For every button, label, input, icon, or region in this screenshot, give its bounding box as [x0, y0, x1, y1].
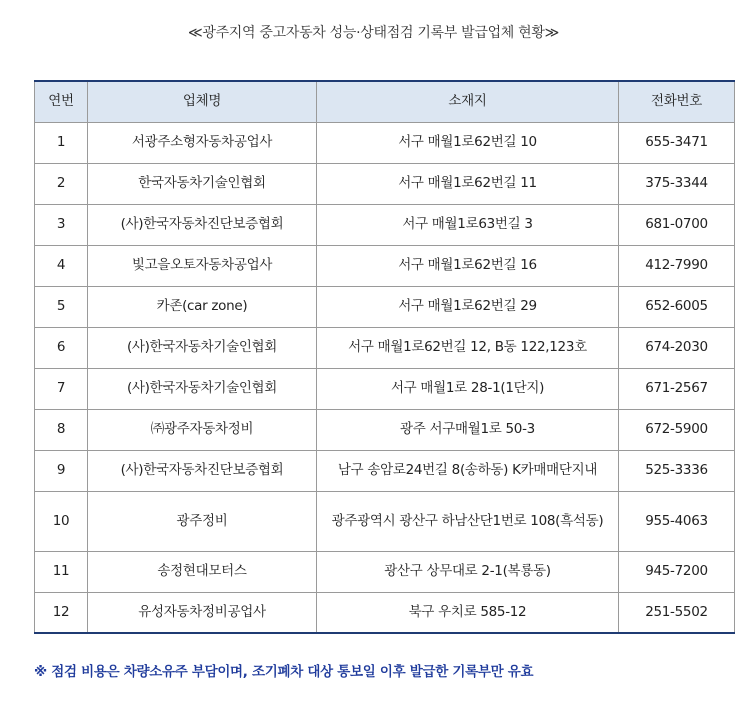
cell-no: 4	[35, 245, 88, 286]
page-title: ≪광주지역 중고자동차 성능·상태점검 기록부 발급업체 현황≫	[188, 25, 559, 41]
inspection-company-table	[34, 80, 735, 634]
table-row	[35, 409, 735, 450]
cell-no: 11	[35, 551, 88, 592]
cell-name: (사)한국자동차기술인협회	[88, 327, 317, 368]
cell-name: 빛고을오토자동차공업사	[88, 245, 317, 286]
cell-no: 5	[35, 286, 88, 327]
cell-name: 유성자동차정비공업사	[88, 592, 317, 633]
table-row	[35, 327, 735, 368]
cell-name: (사)한국자동차기술인협회	[88, 368, 317, 409]
cell-address: 서구 매월1로62번길 12, B동 122,123호	[317, 327, 619, 368]
cell-address: 서구 매월1로62번길 29	[317, 286, 619, 327]
cell-no: 9	[35, 450, 88, 491]
table-row	[35, 245, 735, 286]
cell-phone: 671-2567	[619, 368, 735, 409]
cell-address: 북구 우치로 585-12	[317, 592, 619, 633]
table-row	[35, 163, 735, 204]
cell-name: 서광주소형자동차공업사	[88, 122, 317, 163]
cell-phone: 652-6005	[619, 286, 735, 327]
cell-no: 7	[35, 368, 88, 409]
cell-no: 12	[35, 592, 88, 633]
cell-address: 서구 매월1로 28-1(1단지)	[317, 368, 619, 409]
cell-address: 서구 매월1로62번길 10	[317, 122, 619, 163]
cell-no: 1	[35, 122, 88, 163]
footnote: ※ 점검 비용은 차량소유주 부담이며, 조기폐차 대상 통보일 이후 발급한 기록부만 유효	[34, 664, 534, 680]
table-row	[35, 592, 735, 633]
table-row	[35, 122, 735, 163]
column-header-address: 소재지	[317, 81, 619, 122]
cell-name: 광주정비	[88, 491, 317, 551]
column-header-phone: 전화번호	[619, 81, 735, 122]
cell-address: 서구 매월1로62번길 16	[317, 245, 619, 286]
cell-no: 10	[35, 491, 88, 551]
cell-address: 광주 서구매월1로 50-3	[317, 409, 619, 450]
cell-no: 6	[35, 327, 88, 368]
cell-no: 2	[35, 163, 88, 204]
table-header-row	[35, 81, 735, 122]
cell-name: (사)한국자동차진단보증협회	[88, 450, 317, 491]
cell-phone: 674-2030	[619, 327, 735, 368]
cell-address: 광주광역시 광산구 하남산단1번로 108(흑석동)	[317, 491, 619, 551]
cell-phone: 655-3471	[619, 122, 735, 163]
cell-address: 서구 매월1로63번길 3	[317, 204, 619, 245]
cell-no: 3	[35, 204, 88, 245]
table-row	[35, 204, 735, 245]
cell-name: 카존(car zone)	[88, 286, 317, 327]
cell-name: (사)한국자동차진단보증협회	[88, 204, 317, 245]
cell-address: 서구 매월1로62번길 11	[317, 163, 619, 204]
cell-phone: 525-3336	[619, 450, 735, 491]
column-header-name: 업체명	[88, 81, 317, 122]
table-row	[35, 491, 735, 551]
table-row	[35, 368, 735, 409]
table-row	[35, 286, 735, 327]
cell-phone: 955-4063	[619, 491, 735, 551]
cell-name: 한국자동차기술인협회	[88, 163, 317, 204]
cell-no: 8	[35, 409, 88, 450]
table-row	[35, 450, 735, 491]
cell-address: 광산구 상무대로 2-1(복룡동)	[317, 551, 619, 592]
cell-phone: 251-5502	[619, 592, 735, 633]
table-row	[35, 551, 735, 592]
cell-name: 송정현대모터스	[88, 551, 317, 592]
cell-phone: 681-0700	[619, 204, 735, 245]
cell-phone: 945-7200	[619, 551, 735, 592]
cell-address: 남구 송암로24번길 8(송하동) K카매매단지내	[317, 450, 619, 491]
cell-phone: 375-3344	[619, 163, 735, 204]
cell-phone: 412-7990	[619, 245, 735, 286]
cell-phone: 672-5900	[619, 409, 735, 450]
column-header-no: 연번	[35, 81, 88, 122]
cell-name: ㈜광주자동차정비	[88, 409, 317, 450]
